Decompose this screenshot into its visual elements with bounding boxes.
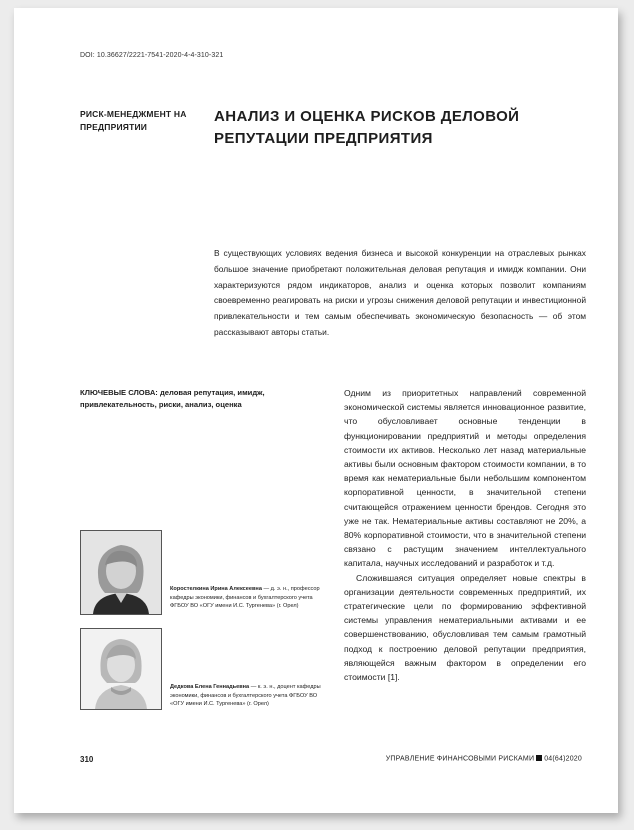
author-details: — к. э. н., доцент кафедры экономики, финансов и бухгалтерского учета ФГБОУ ВО «ОГУ имени И.С. Тургенева» (г. Орел): [170, 684, 321, 707]
page-number: 310: [80, 755, 94, 764]
author-name: Дедкова Елена Геннадьевна: [170, 684, 250, 690]
author-portrait-icon: [81, 629, 161, 709]
body-paragraph: Одним из приоритетных направлений современной экономической системы является инновационное развитие, что обусловливает основные тенденции в функционировании предприятий и методы определения стоимости их активов. Несколько лет назад материальные активы были основным фактором стоимости компании, в то время как нематериальные были небольшим компонентом корпоративной ценности, в значительной степени считающейся отражением ценности брендов. Сегодня это уже не так. Нематериальные активы составляют не 20%, а 80% корпоративной стоимости, что в значительной степени связано с растущим значением интеллектуального капитала, научных исследований и разработок и т.д.: [344, 388, 586, 569]
author-portrait-icon: [81, 531, 161, 614]
article-title: АНАЛИЗ И ОЦЕНКА РИСКОВ ДЕЛОВОЙ РЕПУТАЦИИ ПРЕДПРИЯТИЯ: [214, 108, 520, 147]
author-info: [170, 683, 330, 709]
body-paragraph: Сложившаяся ситуация определяет новые спектры в организации деятельности современных предприятий, их стратегические цели по формированию эффективной системы управления нематериальными активами и ее совершенствованию, обусловливая тем самым грамотный подход к построению деловой репутации предприятия, являющейся важным фактором в определении его стоимости [1].: [344, 572, 586, 683]
keywords-text: деловая репутация, имидж, привлекательность, риски, анализ, оценка: [80, 388, 265, 409]
lead-paragraph: В существующих условиях ведения бизнеса и высокой конкуренции на отраслевых рынках большое значение приобретают положительная деловая репутация и имидж компании. Они характеризуются рядом индикаторов, анализ и оценка которых позволит компаниям своевременно реагировать на риски и угрозы снижения деловой репутации и инвестиционной привлекательности и тем самым обеспечивать экономическую безопасность — об этом рассказывают авторы статьи.: [214, 248, 586, 337]
journal-page: [14, 8, 618, 813]
square-separator-icon: [536, 755, 542, 761]
author-photo: [80, 628, 162, 710]
article-lead: [214, 246, 586, 341]
keywords: [80, 387, 325, 410]
author-details: — д. э. н., профессор кафедры экономики, финансов и бухгалтерского учета ФГБОУ ВО «ОГУ имени И.С. Тургенева» (г. Орел): [170, 586, 320, 609]
author-info: [170, 585, 330, 611]
doi: DOI: 10.36627/2221-7541-2020-4-4-310-321: [80, 52, 224, 59]
author-name: Коростелкина Ирина Алексеевна: [170, 586, 262, 592]
journal-name: УПРАВЛЕНИЕ ФИНАНСОВЫМИ РИСКАМИ: [385, 755, 535, 763]
author-photo: [80, 530, 162, 615]
article-body: [344, 386, 586, 684]
journal-issue: 04(64)2020: [544, 755, 582, 763]
section-heading: РИСК-МЕНЕДЖМЕНТ НА ПРЕДПРИЯТИИ: [80, 109, 187, 132]
keywords-label: КЛЮЧЕВЫЕ СЛОВА:: [80, 388, 158, 397]
journal-footer: [386, 755, 582, 763]
